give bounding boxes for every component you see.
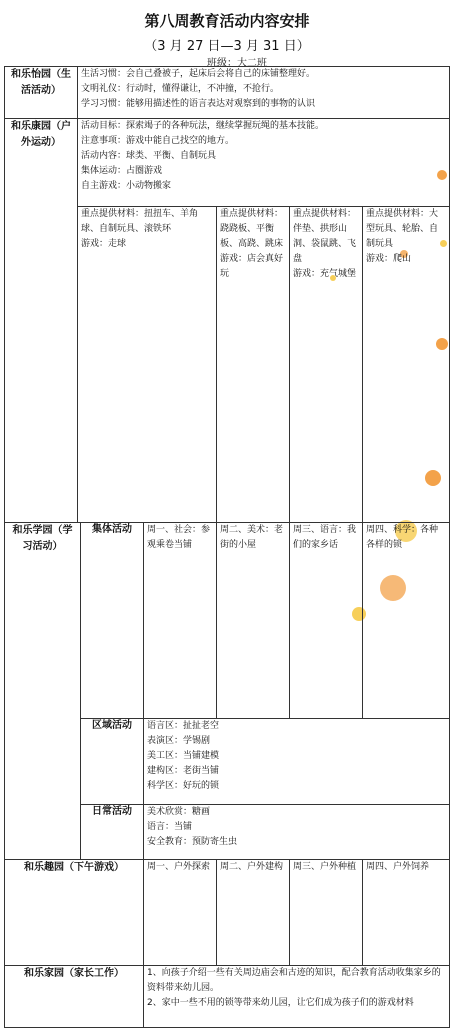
area-line: 美工区：当铺建模 <box>147 751 220 761</box>
parents-line: 2、家中一些不用的锁等带来幼儿园，让它们成为孩子们的游戏材料 <box>147 998 414 1008</box>
life-content <box>78 67 450 119</box>
life-line: 学习习惯：能够用描述性的语言表达对观察到的事物的认识 <box>81 99 316 109</box>
daily-line: 语言：当铺 <box>147 822 193 832</box>
area-game: 游戏：店会真好玩 <box>220 254 284 279</box>
sports-row <box>5 119 450 207</box>
life-section-title: 和乐怡园（生活活动） <box>5 67 78 119</box>
sports-line: 自主游戏：小动物搬家 <box>81 181 172 191</box>
sports-content <box>78 119 450 207</box>
study-section-title: 和乐学园（学习活动） <box>5 523 81 860</box>
class-label: 班级：大二班 <box>207 58 267 69</box>
area-materials: 重点提供材料：跷跷板、平衡板、高跷、跳床 <box>220 209 284 249</box>
area-line: 科学区：好玩的锁 <box>147 781 220 791</box>
group-activity-label: 集体活动 <box>81 523 144 719</box>
study-group-row <box>5 523 450 719</box>
daily-line: 安全教育：预防寄生虫 <box>147 837 238 847</box>
area-line: 表演区：学锡剧 <box>147 736 211 746</box>
afternoon-day-1: 周一、户外探索 <box>144 860 217 966</box>
afternoon-row <box>5 860 450 966</box>
sports-area-1 <box>78 207 217 523</box>
page-title: 第八周教育活动内容安排 <box>144 12 310 30</box>
area-materials: 重点提供材料：扭扭车、羊角球、自制玩具、滚铁环 <box>81 209 199 234</box>
afternoon-day-3: 周三、户外种植 <box>290 860 363 966</box>
life-line: 生活习惯：会自己叠被子，起床后会将自己的床铺整理好。 <box>81 69 316 79</box>
area-game: 游戏：走球 <box>81 239 127 249</box>
area-materials: 重点提供材料：伴垫、拱形山洞、袋鼠跳、飞盘 <box>293 209 357 264</box>
group-day-4: 周四、科学：各种各样的锁 <box>363 523 450 719</box>
sports-area-2 <box>217 207 290 523</box>
parents-section-title: 和乐家园（家长工作） <box>5 966 144 1028</box>
date-range: （3 月 27 日—3 月 31 日） <box>144 39 310 54</box>
area-activity-label: 区域活动 <box>81 719 144 805</box>
parents-row <box>5 966 450 1028</box>
afternoon-day-2: 周二、户外建构 <box>217 860 290 966</box>
daily-activity-label: 日常活动 <box>81 805 144 860</box>
sports-line: 注意事项：游戏中能自己找空的地方。 <box>81 136 235 146</box>
afternoon-day-4: 周四、户外饲养 <box>363 860 450 966</box>
sports-line: 集体运动：占圈游戏 <box>81 166 163 176</box>
group-day-1: 周一、社会：参观乘卷当铺 <box>144 523 217 719</box>
area-activity-content <box>144 719 450 805</box>
sports-area-4 <box>363 207 450 523</box>
sports-area-3 <box>290 207 363 523</box>
sports-line: 活动内容：球类、平衡、自制玩具 <box>81 151 217 161</box>
daily-line: 美术欣赏：糖画 <box>147 807 211 817</box>
area-game: 游戏：爬山 <box>366 254 412 264</box>
parents-content <box>144 966 450 1028</box>
life-line: 文明礼仪：行动时，懂得谦让，不冲撞，不抢行。 <box>81 84 280 94</box>
afternoon-section-title: 和乐趣园（下午游戏） <box>5 860 144 966</box>
area-line: 语言区：扯扯老空 <box>147 721 220 731</box>
sports-line: 活动目标：探索竭子的各种玩法，继续掌握玩绳的基本技能。 <box>81 121 325 131</box>
life-row <box>5 67 450 119</box>
area-line: 建构区：老街当铺 <box>147 766 220 776</box>
area-game: 游戏：充气城堡 <box>293 269 357 279</box>
daily-activity-content <box>144 805 450 860</box>
area-materials: 重点提供材料：大型玩具、轮胎、自制玩具 <box>366 209 439 249</box>
sports-section-title: 和乐康园（户外运动） <box>5 119 78 523</box>
group-day-3: 周三、语言：我们的家乡话 <box>290 523 363 719</box>
group-day-2: 周二、美术：老街的小屋 <box>217 523 290 719</box>
parents-line: 1、向孩子介绍一些有关周边庙会和古迹的知识，配合教育活动收集家乡的资料带来幼儿园。 <box>147 968 441 993</box>
schedule-table <box>4 66 450 1028</box>
